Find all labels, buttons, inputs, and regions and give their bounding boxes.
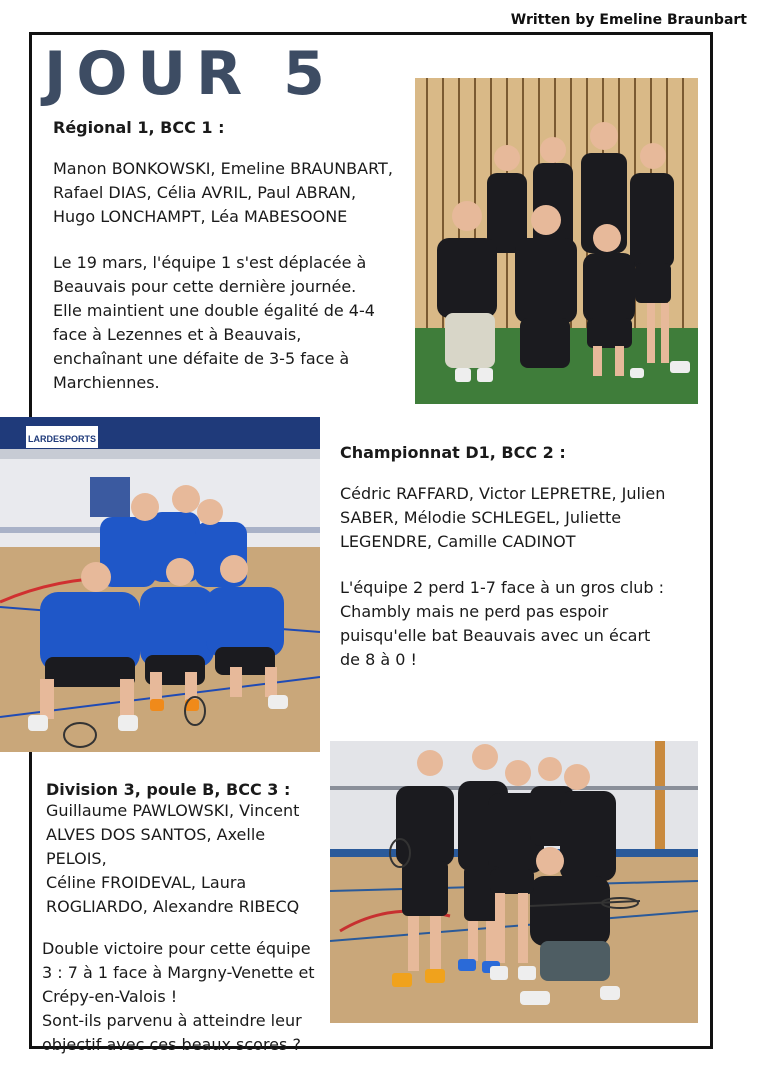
player-list	[53, 157, 413, 229]
text-line: Crépy-en-Valois !	[42, 987, 178, 1006]
text-line: Double victoire pour cette équipe	[42, 939, 311, 958]
text-line: L'équipe 2 perd 1-7 face à un gros club :	[340, 578, 665, 597]
text-line: de 8 à 0 !	[340, 650, 417, 669]
section-text	[53, 251, 413, 395]
player-line: Rafael DIAS, Célia AVRIL, Paul ABRAN,	[53, 183, 357, 202]
section-d1	[340, 443, 690, 672]
player-line: SABER, Mélodie SCHLEGEL, Juliette	[340, 508, 622, 527]
text-line: Chambly mais ne perd pas espoir	[340, 602, 609, 621]
text-line: Elle maintient une double égalité de 4-4	[53, 301, 375, 320]
player-line: ALVES DOS SANTOS, Axelle PELOIS,	[46, 825, 266, 868]
section-heading: Division 3, poule B, BCC 3 :	[46, 780, 291, 799]
section-text	[42, 937, 326, 1057]
section-text	[340, 576, 690, 672]
text-line: face à Lezennes et à Beauvais,	[53, 325, 302, 344]
player-line: Cédric RAFFARD, Victor LEPRETRE, Julien	[340, 484, 666, 503]
section-heading: Régional 1, BCC 1 :	[53, 118, 225, 137]
player-line: ROGLIARDO, Alexandre RIBECQ	[46, 897, 300, 916]
section-heading: Championnat D1, BCC 2 :	[340, 443, 566, 462]
team-2-photo	[0, 417, 320, 752]
team-3-photo	[330, 741, 698, 1023]
player-line: Guillaume PAWLOWSKI, Vincent	[46, 801, 300, 820]
section-d3	[42, 780, 326, 1057]
text-line: Le 19 mars, l'équipe 1 s'est déplacée à	[53, 253, 367, 272]
player-list	[340, 482, 690, 554]
player-list	[46, 799, 326, 919]
text-line: Beauvais pour cette dernière journée.	[53, 277, 357, 296]
page-title: JOUR 5	[44, 39, 335, 109]
section-regional-1	[53, 118, 413, 395]
text-line: Marchiennes.	[53, 373, 160, 392]
sponsor-banner-text: LARDESPORTS	[27, 434, 97, 444]
text-line: 3 : 7 à 1 face à Margny-Venette et	[42, 963, 315, 982]
text-line: puisqu'elle bat Beauvais avec un écart	[340, 626, 651, 645]
text-line: objectif avec ces beaux scores ?	[42, 1035, 301, 1054]
player-line: Manon BONKOWSKI, Emeline BRAUNBART,	[53, 159, 393, 178]
player-line: LEGENDRE, Camille CADINOT	[340, 532, 576, 551]
author-credit: Written by Emeline Braunbart	[510, 12, 747, 28]
text-line: Sont-ils parvenu à atteindre leur	[42, 1011, 302, 1030]
team-1-photo	[415, 78, 698, 404]
text-line: enchaînant une défaite de 3-5 face à	[53, 349, 350, 368]
player-line: Hugo LONCHAMPT, Léa MABESOONE	[53, 207, 348, 226]
player-line: Céline FROIDEVAL, Laura	[46, 873, 247, 892]
